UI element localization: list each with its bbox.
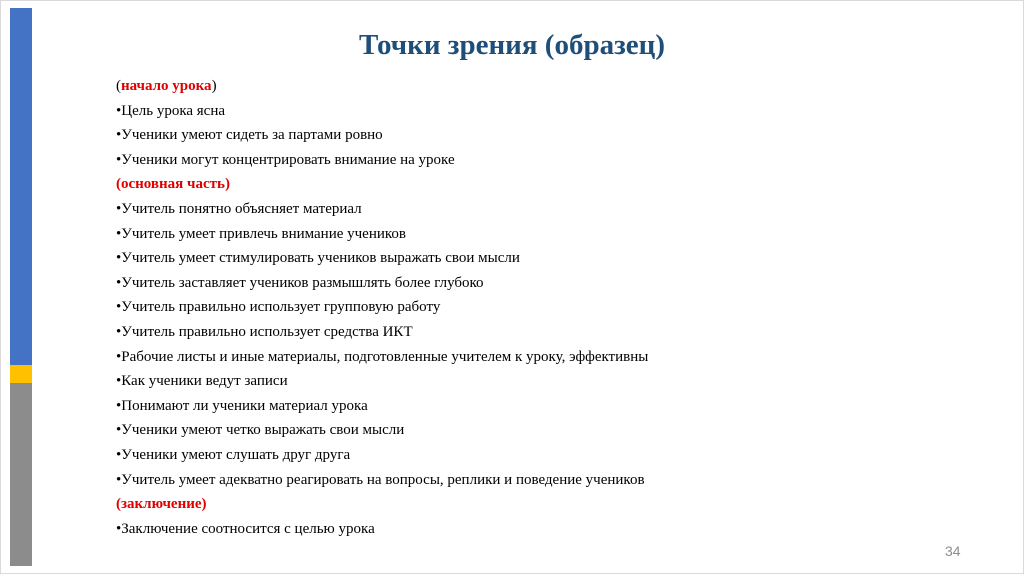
left-accent-bar-yellow <box>10 365 32 383</box>
list-item: •Ученики могут концентрировать внимание на уроке <box>116 151 455 168</box>
list-item: •Учитель правильно использует средства ИКТ <box>116 323 413 340</box>
list-item: •Как ученики ведут записи <box>116 373 288 390</box>
slide-title: Точки зрения (образец) <box>358 29 665 61</box>
list-item: •Учитель умеет стимулировать учеников выражать свои мысли <box>116 250 520 267</box>
list-item: •Учитель понятно объясняет материал <box>116 200 362 217</box>
list-item: •Ученики умеют слушать друг друга <box>116 446 351 463</box>
content-list <box>116 74 976 541</box>
list-item: •Заключение соотносится с целью урока <box>116 520 375 537</box>
section-label-start: (начало урока) <box>116 78 217 94</box>
list-item: •Учитель умеет привлечь внимание учеников <box>116 225 407 242</box>
section-label-main: (основная часть) <box>116 176 230 193</box>
section-label-conclusion: (заключение) <box>116 496 207 513</box>
list-item: •Понимают ли ученики материал урока <box>116 397 368 414</box>
list-item: •Цель урока ясна <box>116 102 226 119</box>
left-accent-bar-gray <box>10 383 32 566</box>
list-item: •Учитель правильно использует групповую работу <box>116 299 441 316</box>
list-item: •Учитель умеет адекватно реагировать на вопросы, реплики и поведение учеников <box>116 471 645 488</box>
list-item: •Ученики умеют сидеть за партами ровно <box>116 127 383 144</box>
page-number: 34 <box>945 543 961 559</box>
list-item: •Рабочие листы и иные материалы, подготовленные учителем к уроку, эффективны <box>116 348 649 365</box>
list-item: •Учитель заставляет учеников размышлять более глубоко <box>116 274 484 291</box>
list-item: •Ученики умеют четко выражать свои мысли <box>116 422 405 439</box>
